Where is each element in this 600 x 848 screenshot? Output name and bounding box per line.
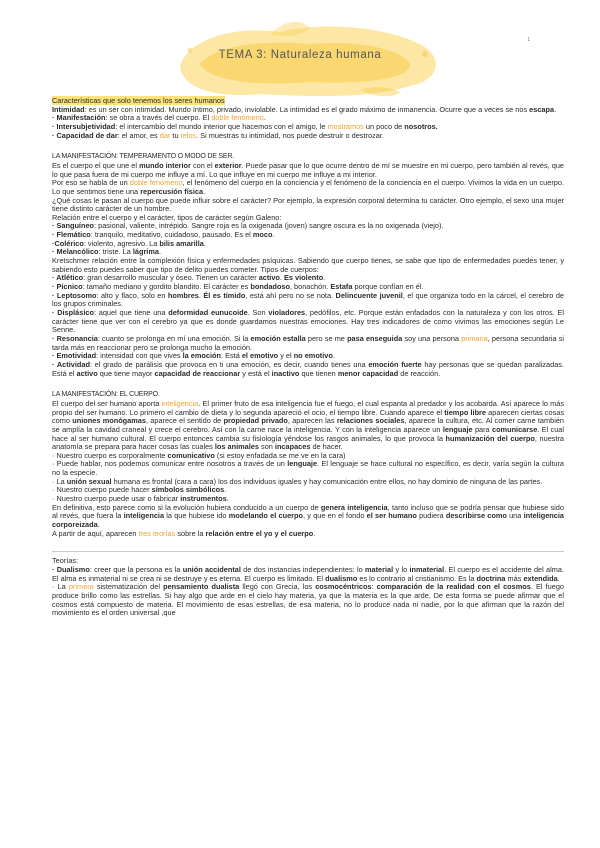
page-number: 1 — [527, 37, 530, 43]
paragraph: A partir de aquí, aparecen tres teorías sobre la relación entre el yo y el cuerpo. — [52, 528, 316, 538]
paragraph: Intimidad: es un ser con intimidad. Mundo íntimo, privado, inviolable. La intimidad es el grado máximo de inmanencia. Ocurre que a veces se nos escapa. — [52, 104, 557, 114]
list-item: · Nuestro cuerpo puede hacer símbolos simbólicos. — [52, 485, 227, 495]
paragraph: El cuerpo del ser humano aporta inteligencia. El primer fruto de esa inteligencia fue el fuego, el cual espanta al predador y los acobarda. Así aparece lo más propio del ser humano. Lo primero el cambio de dieta y lo segunda apareció el ocio, el tiempo libre. Cuando aparece el tiempo libre aparecen ciertas cosas como uniones monógamas, aparece el sentido de propiedad privado, aparecen las relaciones sociales, aparece la cultura, etc. Al comer carne también se amplía la cavidad craneal y crece el cerebro. Así con la carne nace la inteligencia. Y con la inteligencia aparece un lenguaje para comunicarse. El cual hace al ser humano cultural. El cuerpo entonces cambia su fisiología yéndose los rasgos animales, lo que provoca la humanización del cuerpo, nuestra anatomía se prepara para hacer cosas las cuales los animales son incapaces de hacer. — [52, 398, 565, 452]
list-item: · Capacidad de dar: el amor, es dar tu telos. Si muestras tu intimidad, nos puede destruir o destrozar. — [52, 130, 384, 140]
list-item: ·Colérico: violento, agresivo. La bilis amarilla. — [52, 238, 206, 248]
paragraph: Es el cuerpo el que une el mundo interior con el exterior. Puede pasar que lo que ocurre dentro de mí se muestre en mi cuerpo, pero también al revés, que lo que pasa fuera de mi cuerpo me influye a mí. Lo que influye en mi cuerpo me influye a mi interior. — [52, 160, 564, 179]
list-item: · Displásico: aquel que tiene una deformidad eunucoide. Son violadores, pedófilos, etc. Porque están enfadados con la naturaleza y con los otros. El carácter tiene que ver con el cerebro ya que es donde guardamos nuestras emociones. Hay tres indicadores de como vivimos las emociones según Le Senne. — [52, 308, 564, 335]
section-heading: Teorías: — [52, 556, 79, 566]
paragraph: Kretschmer relación entre la complexión física y enfermedades psíquicas. Sabiendo que cuerpo tienes, se sabe que tipo de enfermedades puedes tener, y sabiendo esto puedes saber que tipo de delito puedes cometer. Tipos de cuerpos: — [52, 256, 564, 274]
list-item: · Emotividad: intensidad con que vives la emoción. Está el emotivo y el no emotivo. — [52, 351, 335, 361]
list-item: · Sanguíneo: pasional, valiente, intrépido. Sangre roja es la oxigenada (joven) sangre oscura es la no oxigenada (viejo). — [52, 221, 444, 231]
list-item: · Pícnico: tamaño mediano y gordito blandito. El carácter es bondadoso, bonachón. Estafa porque confían en él. — [52, 282, 424, 292]
section-heading: LA MANIFESTACIÓN: TEMPERAMENTO O MODO DE SER. — [52, 153, 234, 161]
list-item: · Actividad: el grado de parálisis que provoca en ti una emoción, es decir, cuando tienes una emoción fuerte hay personas que se quedan paralizadas. Está el activo que tiene mayor capacidad de reaccionar y está el inactivo que tienen menor capacidad de reacción. — [52, 359, 565, 378]
page-title: TEMA 3: Naturaleza humana — [218, 49, 382, 61]
section-heading: LA MANIFESTACIÓN: EL CUERPO. — [52, 391, 160, 399]
list-item: · Nuestro cuerpo es corporalmente comunicativo (si estoy enfadada se me ve en la cara) — [52, 450, 346, 460]
list-item: · Melancólico: triste. La lágrima. — [52, 247, 161, 257]
list-item: · Flemático: tranquilo, meditativo, cuidadoso, pausado. Es el moco. — [52, 230, 275, 240]
list-item: · Dualismo: creer que la persona es la unión accidental de dos instancias independientes: lo material y lo inmaterial. El cuerpo es el accidente del alma. El alma es inmaterial ni se crea ni se destruye y es eterna. El cuerpo es limitado. El dualismo es lo contrario al cristianismo. Es la doctrina más extendida. — [52, 565, 565, 583]
list-item: · Leptosomo: alto y flaco, solo en hombres. Él es tímido, está ahí pero no se nota. Delincuente juvenil, el que organiza todo en la cárcel, el cerebro de los grupos criminales. — [52, 290, 564, 309]
list-item: · Intersubjetividad: el intercambio del mundo interior que hacemos con el amigo, le mostramos un poco de nosotros. — [52, 121, 438, 131]
list-item: · Puede hablar, nos podemos comunicar entre nosotros a través de un lenguaje. El lenguaje se hace cultural no específico, es decir, varía según la cultura no la especie. — [52, 459, 564, 478]
list-item: · Manifestación: se obra a través del cuerpo. El doble fenómeno. — [52, 113, 266, 123]
list-item: · La primera sistematización del pensamiento dualista llegó con Grecia, los cosmocéntricos: comparación de la realidad con el cosmos. El fuego produce brillo como las estrellas. Si hay algo que arde en el cielo hay materia, ya que la materia es la que arde. De esta forma se puede afirmar que el cosmos está compuesto de materia. El movimiento de esas estrellas, de esa materia, no lo produce nada ni nadie, por lo que afirman que la razón del movimiento es el orden universal ,que — [52, 582, 564, 618]
paragraph: ¿Qué cosas le pasan al cuerpo que puede influir sobre el carácter? Por ejemplo, la expresión corporal determina tu carácter. Otro ejemplo, el sexo una mujer tiene distinto carácter de un hombre. — [52, 195, 564, 214]
list-item: · Atlético: gran desarrollo muscular y óseo. Tienen un carácter activo. Es violento. — [52, 273, 326, 283]
paragraph: En definitiva, esto parece como si la evolución hubiera conducido a un cuerpo de genera inteligencia, tanto incluso que se podría pensar que hubiese sido al revés, que fuera la inteligencia la que hubiese ido modelando el cuerpo, y que en el fondo el ser humano pudiera describirse como una inteligencia corporeizada. — [52, 502, 564, 530]
paragraph: Por eso se habla de un doble fenómeno, el fenómeno del cuerpo en la conciencia y el fenómeno de la conciencia en el cuerpo. Vivimos la vida en un cuerpo. Lo que sentimos tiene una repercusión física. — [52, 178, 564, 196]
theories-section — [52, 551, 564, 618]
document-body — [52, 97, 564, 618]
highlighted-heading: Características que solo tenemos los seres humanos — [52, 96, 225, 105]
list-item: · Nuestro cuerpo puede usar o fabricar instrumentos. — [52, 494, 229, 504]
paragraph: Relación entre el cuerpo y el carácter, tipos de carácter según Galeno: — [52, 212, 282, 222]
list-item: · La unión sexual humana es frontal (cara a cara) los dos individuos iguales y hay comunicación entre ellos, no hay dominio de ninguna de las partes. — [52, 476, 543, 486]
list-item: · Resonancia: cuanto se prolonga en mí una emoción. Si la emoción estalla pero se me pasa enseguida soy una persona primaria, persona secundaria si tarda más en reaccionar pero se prolonga mucho la emoción. — [52, 334, 564, 352]
